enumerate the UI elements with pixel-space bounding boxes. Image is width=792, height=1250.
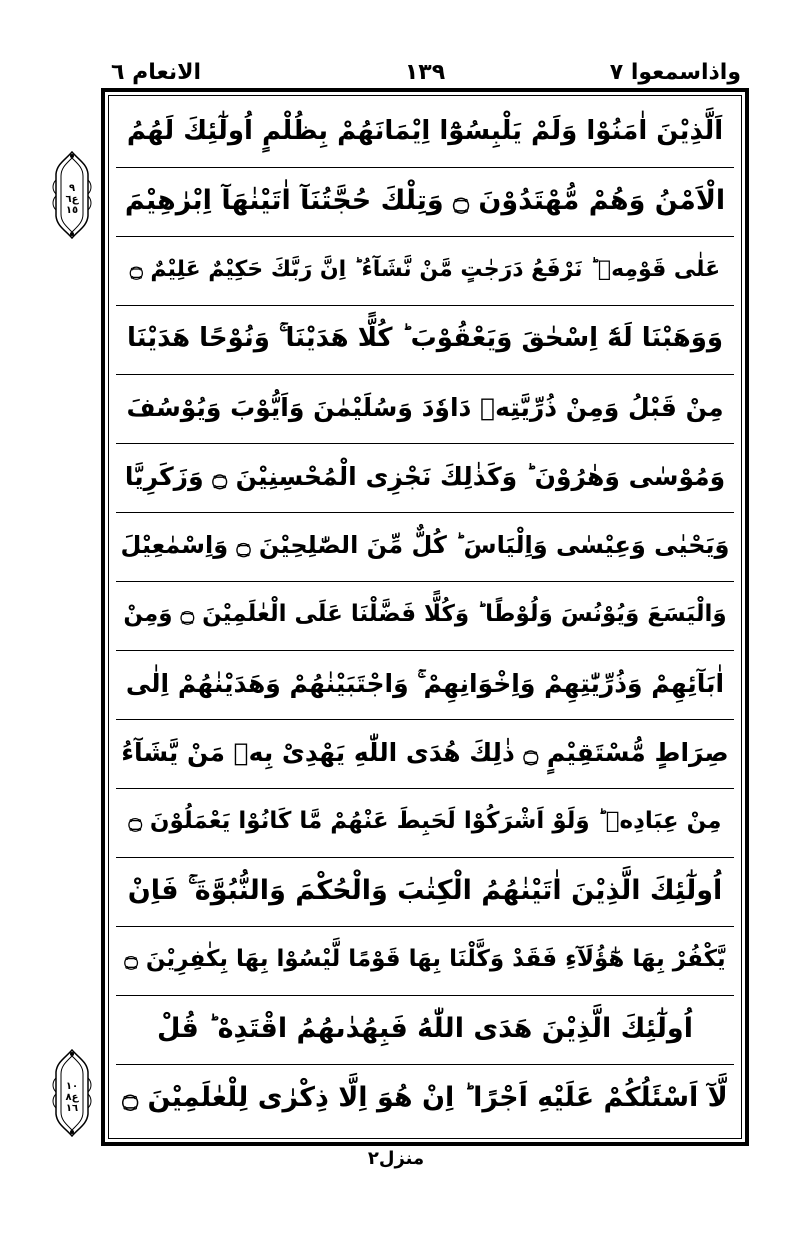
verse-line: لَّآ اَسْئَلُكُمْ عَلَيْهِ اَجْرًا ؕ اِنْ هُوَ اِلَّا ذِكْرٰى لِلْعٰلَمِيْنَ ۝ [122, 1082, 728, 1113]
ruku-verse-count: ١٠ [65, 1081, 79, 1092]
verse-line: وَالْيَسَعَ وَيُوْنُسَ وَلُوْطًا ؕ وَكُلًّا فَضَّلْنَا عَلَى الْعٰلَمِيْنَ ۝ وَمِنْ [123, 601, 727, 627]
verse-line: مِنْ قَبْلُ وَمِنْ ذُرِّيَّتِهٖ دَاوٗدَ وَسُلَيْمٰنَ وَاَيُّوْبَ وَيُوْسُفَ [126, 393, 724, 422]
ruku-verse-count: ٩ [68, 183, 76, 194]
verse-line: وَيَحْيٰى وَعِيْسٰى وَاِلْيَاسَ ؕ كُلٌّ مِّنَ الصّٰلِحِيْنَ ۝ وَاِسْمٰعِيْلَ [120, 531, 730, 559]
verse-line: وَوَهَبْنَا لَهٗٓ اِسْحٰقَ وَيَعْقُوْبَ ؕ كُلًّا هَدَيْنَا ۚ وَنُوْحًا هَدَيْنَا [126, 323, 724, 353]
verse-line: اَلَّذِيْنَ اٰمَنُوْا وَلَمْ يَلْبِسُوْٓا اِيْمَانَهُمْ بِظُلْمٍ اُولٰٓئِكَ لَهُمُ [126, 116, 724, 146]
verse-line: اُولٰٓئِكَ الَّذِيْنَ هَدَى اللّٰهُ فَبِهُدٰىهُمُ اقْتَدِهْ ؕ قُلْ [157, 1013, 693, 1044]
page-number: ١٣٩ [404, 60, 446, 85]
surah-name: الانعام ٦ [111, 60, 202, 85]
page-header [105, 56, 745, 92]
manzil-label: منزل٢ [367, 1148, 425, 1169]
verse-line: وَمُوْسٰى وَهٰرُوْنَ ؕ وَكَذٰلِكَ نَجْزِى الْمُحْسِنِيْنَ ۝ وَزَكَرِيَّا [124, 462, 726, 491]
ruku-total: ١٦ [65, 1103, 79, 1114]
verse-text-block [112, 98, 738, 1135]
verse-line: صِرَاطٍ مُّسْتَقِيْمٍ ۝ ذٰلِكَ هُدَى اللّٰهِ يَهْدِىْ بِهٖ مَنْ يَّشَآءُ [121, 738, 729, 767]
verse-line: مِنْ عِبَادِهٖ ؕ وَلَوْ اَشْرَكُوْا لَحَبِطَ عَنْهُمْ مَّا كَانُوْا يَعْمَلُوْنَ ۝ [128, 808, 722, 834]
juz-name: واذاسمعوا ٧ [609, 60, 741, 85]
verse-line: يَّكْفُرْ بِهَا هٰٓؤُلَآءِ فَقَدْ وَكَّلْنَا بِهَا قَوْمًا لَّيْسُوْا بِهَا بِكٰفِرِيْنَ ۝ [124, 946, 726, 972]
verse-line: اٰبَآئِهِمْ وَذُرِّيّٰتِهِمْ وَاِخْوَانِهِمْ ۚ وَاجْتَبَيْنٰهُمْ وَهَدَيْنٰهُمْ اِلٰى [125, 669, 725, 698]
verse-line: اُولٰٓئِكَ الَّذِيْنَ اٰتَيْنٰهُمُ الْكِتٰبَ وَالْحُكْمَ وَالنُّبُوَّةَ ۚ فَاِنْ [127, 875, 723, 906]
verse-line: عَلٰى قَوْمِهٖ ؕ نَرْفَعُ دَرَجٰتٍ مَّنْ نَّشَآءُ ؕ اِنَّ رَبَّكَ حَكِيْمٌ عَلِيْمٌ ۝ [129, 257, 721, 282]
verse-line: الْاَمْنُ وَهُمْ مُّهْتَدُوْنَ ۝ وَتِلْكَ حُجَّتُنَآ اٰتَيْنٰهَآ اِبْرٰهِيْمَ [124, 185, 726, 216]
ruku-total: ١٥ [65, 205, 79, 216]
ruku-number: ع٨ [65, 1092, 79, 1103]
ruku-number: ع٦ [65, 194, 79, 205]
ruku-marker-bottom [52, 1048, 92, 1138]
ruku-marker-top [52, 150, 92, 240]
